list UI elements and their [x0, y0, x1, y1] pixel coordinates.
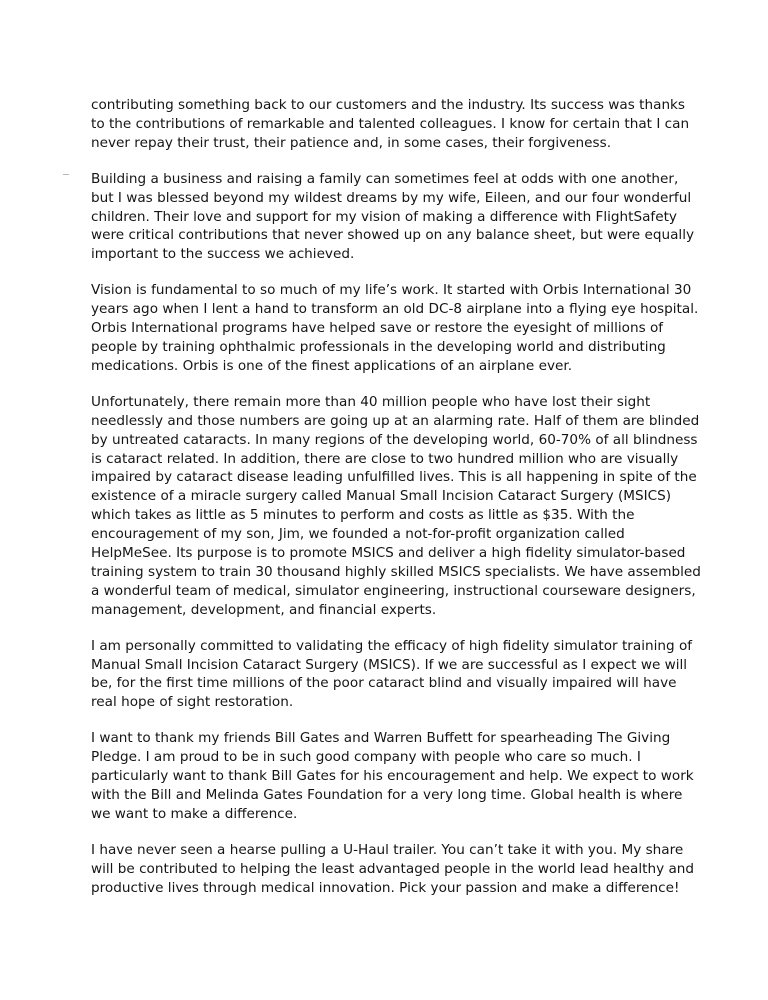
margin-mark [63, 174, 69, 175]
paragraph-6: I want to thank my friends Bill Gates and Warren Buffett for spearheading The Giving Pledge. I am proud to be in such good company with people who care so much. I particularly want to thank Bill Gates for his encouragement and help. We expect to work with the Bill and Melinda Gates Foundation for a very long time. Global health is where we want to make a difference. [91, 730, 694, 822]
paragraph-2: Building a business and raising a family can sometimes feel at odds with one another, but I was blessed beyond my wildest dreams by my wife, Eileen, and our four wonderful children. Their love and support for my vision of making a difference with FlightSafety were critical contributions that never showed up on any balance sheet, but were equally important to the success we achieved. [91, 170, 695, 263]
paragraph-1: contributing something back to our customers and the industry. Its success was thanks to the contributions of remarkable and talented colleagues. I know for certain that I can never repay their trust, their patience and, in some cases, their forgiveness. [91, 97, 690, 151]
paragraph-4: Unfortunately, there remain more than 40 million people who have lost their sight needlessly and those numbers are going up at an alarming rate. Half of them are blinded by untreated cataracts. In many regions of the developing world, 60-70% of all blindness is cataract related. In addition, there are close to two hundred million who are visually impaired by cataract disease leading unfulfilled lives. This is all happening in spite of the existence of a miracle surgery called Manual Small Incision Cataract Surgery (MSICS) which takes as little as 5 minutes to perform and costs as little as $35. With the encouragement of my son, Jim, we founded a not-for-profit organization called HelpMeSee. Its purpose is to promote MSICS and deliver a high fidelity simulator-based training system to train 30 thousand highly skilled MSICS specialists. We have assembled a wonderful team of medical, simulator engineering, instructional courseware designers, management, development, and financial experts. [91, 393, 701, 618]
letter-body [91, 96, 701, 915]
paragraph-3: Vision is fundamental to so much of my life’s work. It started with Orbis International 30 years ago when I lent a hand to transform an old DC-8 airplane into a flying eye hospital. Orbis International programs have helped save or restore the eyesight of millions of people by training ophthalmic professionals in the developing world and distributing medications. Orbis is one of the finest applications of an airplane ever. [91, 282, 699, 374]
paragraph-7: I have never seen a hearse pulling a U-Haul trailer. You can’t take it with you. My share will be contributed to helping the least advantaged people in the world lead healthy and productive lives through medical innovation. Pick your passion and make a difference! [91, 841, 695, 896]
paragraph-5: I am personally committed to validating the efficacy of high fidelity simulator training of Manual Small Incision Cataract Surgery (MSICS). If we are successful as I expect we will be, for the first time millions of the poor cataract blind and visually impaired will have real hope of sight restoration. [91, 637, 693, 711]
